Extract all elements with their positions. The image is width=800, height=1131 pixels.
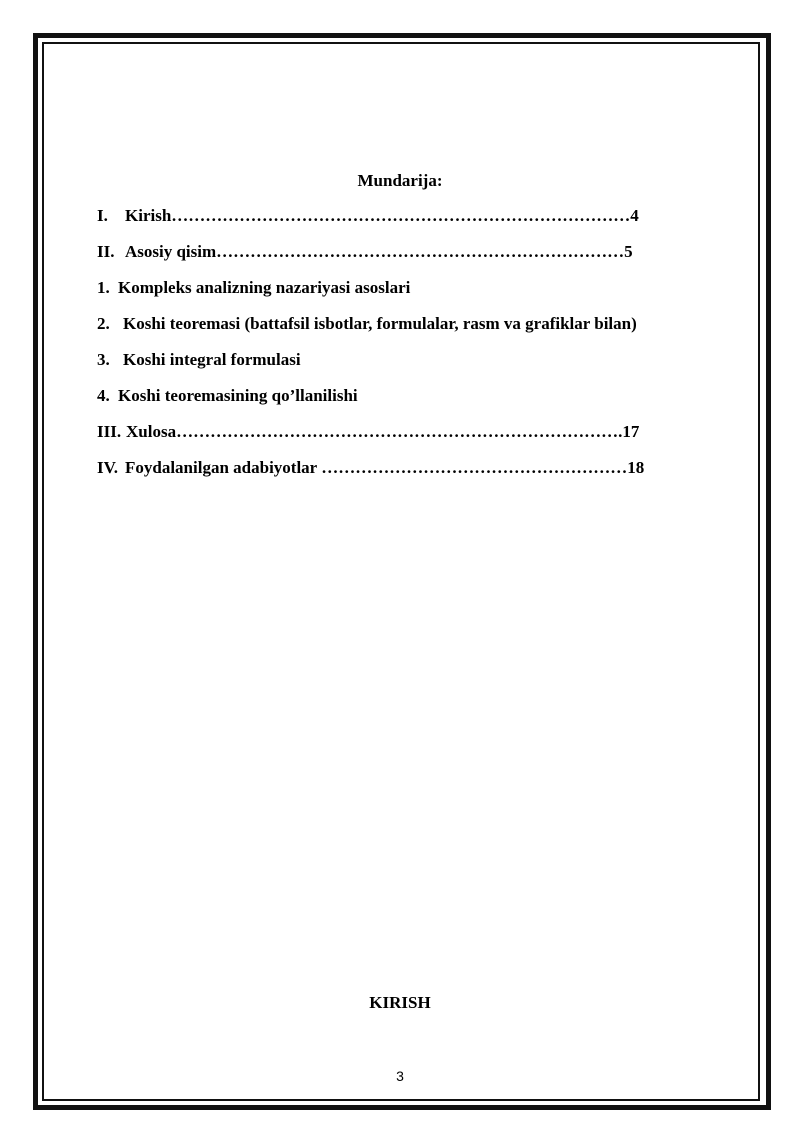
toc-entry-number: 4. xyxy=(97,386,110,405)
section-heading-kirish: KIRISH xyxy=(369,993,431,1012)
toc-entry-kompleks-analiz xyxy=(97,278,410,298)
toc-entry-page: 5 xyxy=(624,242,633,261)
toc-entry-page: 18 xyxy=(627,458,645,477)
page-number: 3 xyxy=(396,1068,404,1084)
toc-entry-text: Kompleks analizning nazariyasi asoslari xyxy=(118,278,411,297)
toc-entry-text: Asosiy qisim xyxy=(125,242,217,261)
toc-entry-koshi-qollanilishi xyxy=(97,386,358,406)
toc-entry-page: 17 xyxy=(622,422,640,441)
toc-entry-koshi-integral xyxy=(97,350,301,370)
toc-entry-xulosa xyxy=(97,422,639,442)
toc-entry-text: Koshi teoremasi (battafsil isbotlar, formulalar, rasm va grafiklar bilan) xyxy=(123,314,637,333)
toc-entry-page: 4 xyxy=(630,206,639,225)
toc-entry-asosiy-qisim xyxy=(97,242,633,262)
toc-entry-number: II. xyxy=(97,242,115,261)
toc-entry-number: I. xyxy=(97,206,108,225)
toc-entry-number: 3. xyxy=(97,350,110,369)
toc-entry-number: III. xyxy=(97,422,122,441)
toc-entry-leader: ……………………………………………………………… xyxy=(216,242,625,261)
toc-entry-koshi-teoremasi xyxy=(97,314,637,334)
toc-entry-text: Koshi integral formulasi xyxy=(123,350,301,369)
toc-entry-text: Xulosa xyxy=(126,422,177,441)
toc-entry-text: Foydalanilgan adabiyotlar xyxy=(125,458,322,477)
page-border-inner xyxy=(42,42,760,1101)
toc-entry-leader: ……………………………………………… xyxy=(321,458,628,477)
toc-entry-text: Koshi teoremasining qo’llanilishi xyxy=(118,386,358,405)
toc-entry-adabiyotlar xyxy=(97,458,644,478)
toc-entry-text: Kirish xyxy=(125,206,172,225)
toc-entry-kirish xyxy=(97,206,639,226)
toc-entry-leader: ……………………………………………………………………… xyxy=(171,206,631,225)
toc-entry-number: 2. xyxy=(97,314,110,333)
toc-entry-number: IV. xyxy=(97,458,118,477)
toc-entry-number: 1. xyxy=(97,278,110,297)
toc-title: Mundarija: xyxy=(357,171,443,190)
toc-entry-leader: ……………………………………………………………………. xyxy=(176,422,623,441)
